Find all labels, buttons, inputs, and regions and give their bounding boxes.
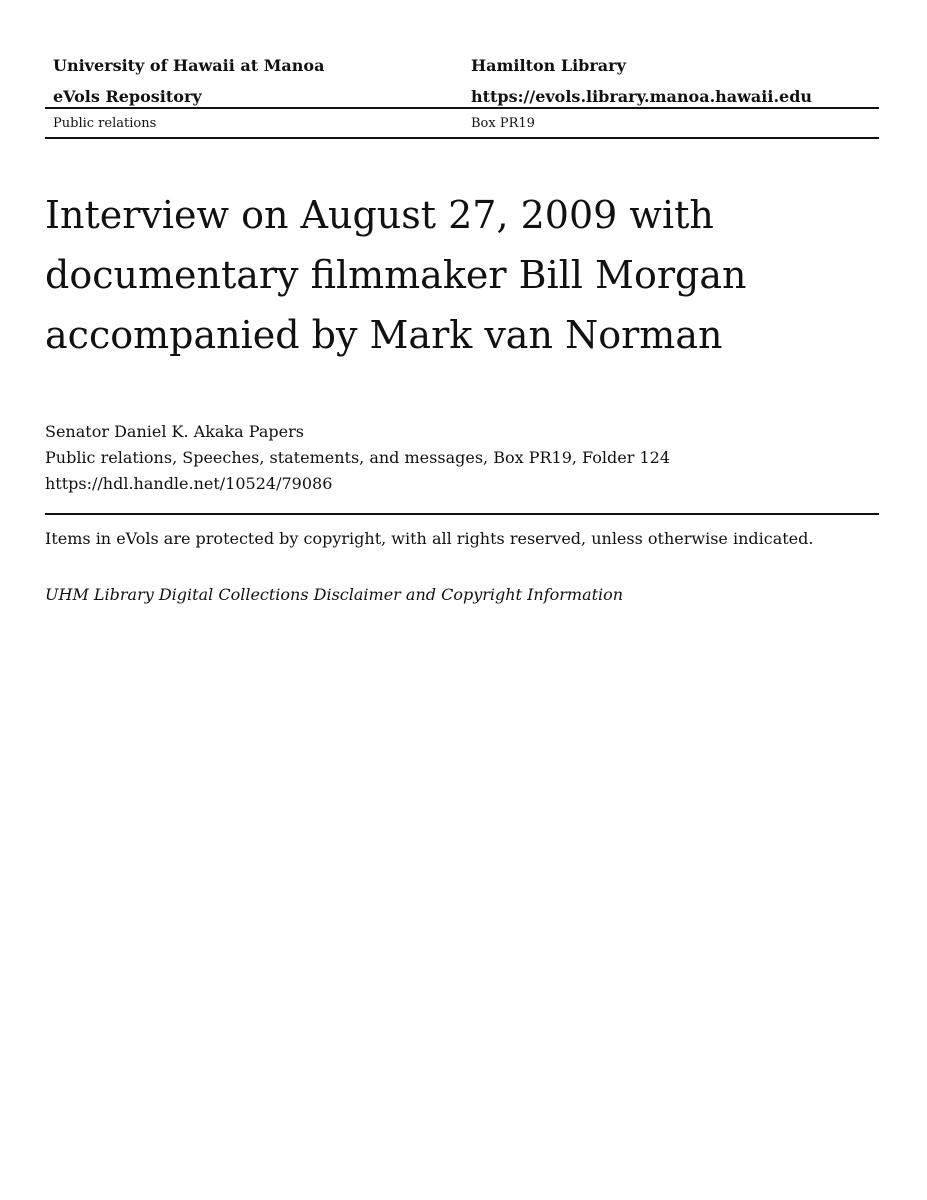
- handle-link[interactable]: https://hdl.handle.net/10524/79086: [45, 474, 333, 493]
- rights-statement: Items in eVols are protected by copyright, with all rights reserved, unless otherwise indicated.: [45, 529, 814, 548]
- box-label: Box PR19: [471, 116, 535, 131]
- repository-name: eVols Repository: [53, 87, 202, 106]
- header-divider-top: [45, 107, 879, 109]
- header-row-institution: [45, 50, 879, 81]
- header-divider-bottom: [45, 137, 879, 139]
- library-name: Hamilton Library: [471, 56, 626, 75]
- metadata-divider: [45, 513, 879, 515]
- title-line: Interview on August 27, 2009 with: [45, 193, 714, 237]
- title-line: accompanied by Mark van Norman: [45, 313, 723, 357]
- collection-name: Senator Daniel K. Akaka Papers: [45, 422, 304, 441]
- repository-url-link[interactable]: https://evols.library.manoa.hawaii.edu: [471, 87, 813, 106]
- folder-location: Public relations, Speeches, statements, and messages, Box PR19, Folder 124: [45, 448, 670, 467]
- header-row-series: [45, 112, 879, 138]
- document-metadata: [45, 419, 879, 497]
- repository-header: [45, 50, 879, 112]
- series-label: Public relations: [53, 116, 157, 131]
- document-title: [45, 185, 879, 365]
- disclaimer-link[interactable]: UHM Library Digital Collections Disclaimer and Copyright Information: [45, 585, 624, 604]
- title-line: documentary filmmaker Bill Morgan: [45, 253, 747, 297]
- institution-name: University of Hawaii at Manoa: [53, 56, 325, 75]
